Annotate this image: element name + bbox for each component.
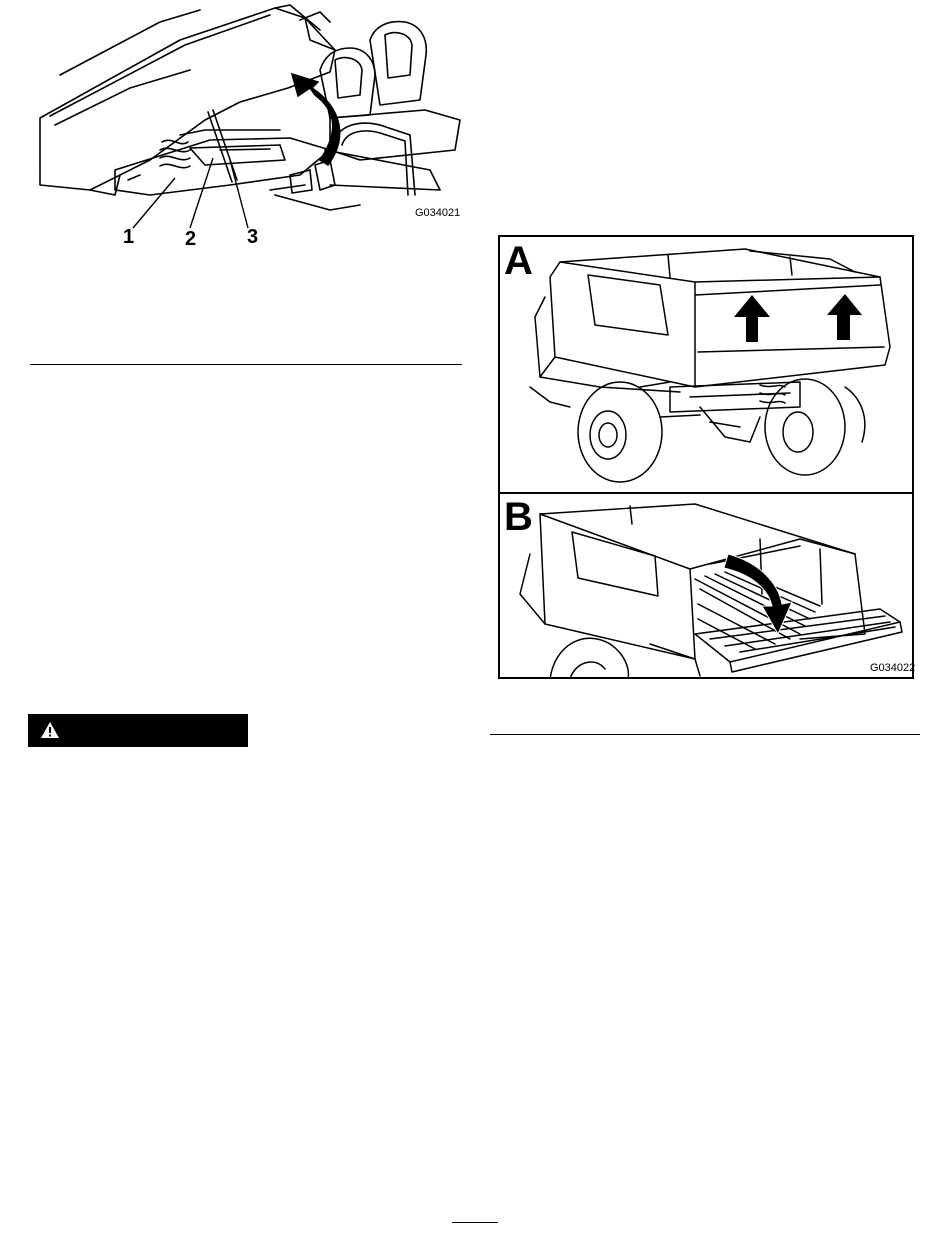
page-number-rule [452,1222,498,1223]
panel-a-label: A [504,239,533,283]
panel-b-label: B [504,495,533,539]
panel-b-illustration [500,494,912,679]
callout-2: 2 [185,228,197,250]
bed-latch-illustration [30,0,470,250]
warning-triangle-icon [40,721,60,739]
callout-3: 3 [247,226,259,248]
figure-code: G034022 [870,662,916,674]
figure-tailgate [498,235,914,679]
warning-banner [28,714,248,747]
figure-code: G034021 [415,207,461,219]
figure-bed-latch [30,0,470,250]
panel-a-illustration [500,237,912,492]
section-divider [30,364,462,365]
section-divider [490,734,920,735]
callout-1: 1 [123,226,135,248]
